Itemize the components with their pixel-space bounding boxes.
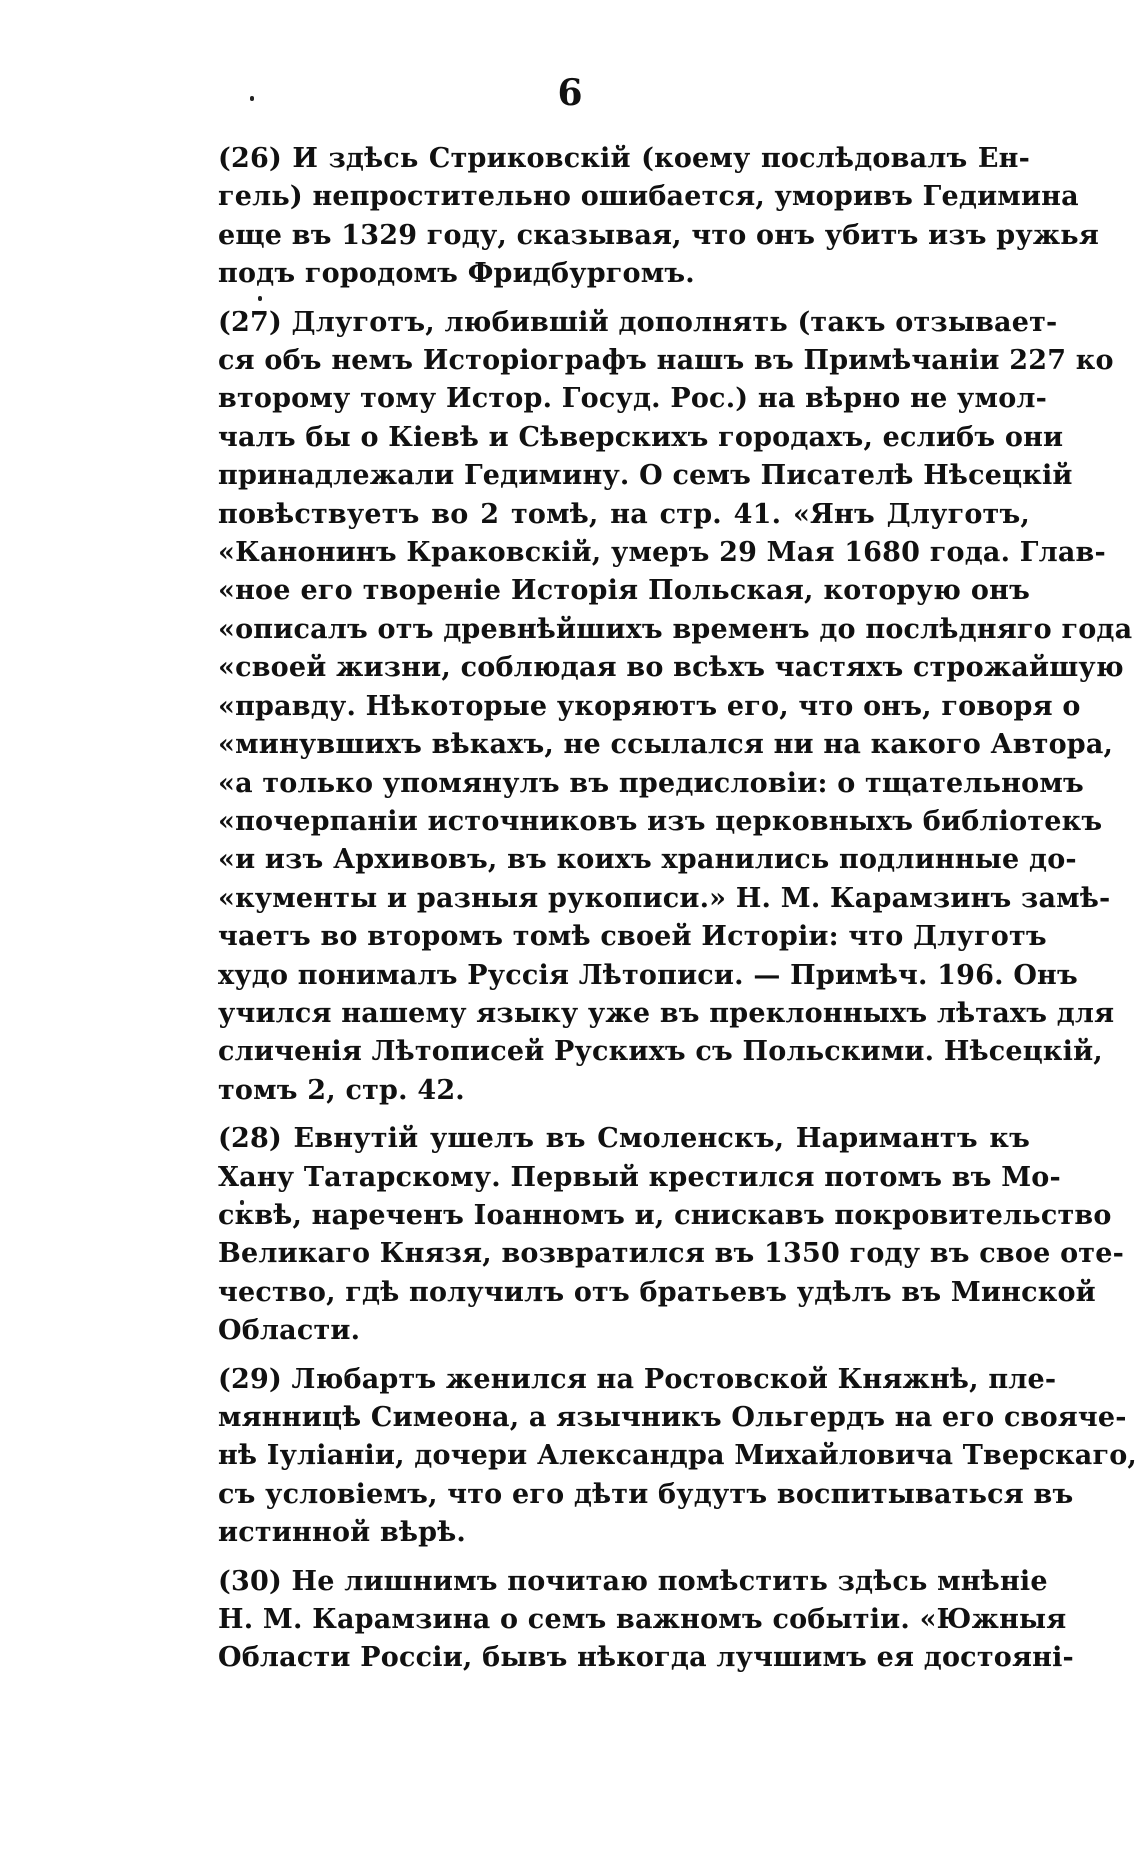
text-line: «описалъ отъ древнѣйшихъ временъ до послѣдняго года [218, 613, 1133, 645]
text-line: сличенія Лѣтописей Рускихъ съ Польскими. Нѣсецкій, [218, 1036, 1103, 1068]
text-line: нѣ Іуліаніи, дочери Александра Михайловича Тверскаго, [218, 1440, 1138, 1472]
text-line: гель) непростительно ошибается, уморивъ Гедимина [218, 181, 1079, 213]
text-line: подъ городомъ Фридбургомъ. [218, 258, 695, 290]
text-line: учился нашему языку уже въ преклонныхъ лѣтахъ для [218, 997, 1115, 1029]
note-paragraph [218, 1563, 1074, 1678]
text-line: «минувшихъ вѣкахъ, не ссылался ни на какого Автора, [218, 729, 1114, 761]
text-line: Н. М. Карамзина о семъ важномъ событіи. «Южныя [218, 1604, 1067, 1636]
text-line: «кументы и разныя рукописи.» Н. М. Карамзинъ замѣ- [218, 882, 1111, 914]
page-text [218, 140, 1138, 1678]
note-paragraph [218, 1120, 1125, 1350]
text-line: «Канонинъ Краковскій, умеръ 29 Мая 1680 года. Глав- [218, 537, 1106, 569]
text-line: (30) Не лишнимъ почитаю помѣстить здѣсь мнѣніе [218, 1565, 1048, 1597]
text-line: мянницѣ Симеона, а язычникъ Ольгердъ на его свояче- [218, 1402, 1127, 1433]
scan-speck [250, 96, 254, 101]
text-line: Великаго Князя, возвратился въ 1350 году въ свое оте- [218, 1238, 1125, 1270]
paragraph-gap [218, 1110, 1030, 1120]
text-line: «правду. Нѣкоторые укоряютъ его, что онъ, говоря о [218, 690, 1081, 722]
text-line: второму тому Истор. Госуд. Рос.) на вѣрно не умол- [218, 383, 1048, 415]
text-line: истинной вѣрѣ. [218, 1517, 466, 1549]
text-line: (27) Длуготъ, любившій дополнять (такъ отзывает- [218, 306, 1058, 338]
text-line: томъ 2, стр. 42. [218, 1074, 465, 1106]
text-line: еще въ 1329 году, сказывая, что онъ убитъ изъ ружья [218, 219, 1099, 251]
text-line: «ное его твореніе Исторія Польская, которую онъ [218, 575, 1030, 607]
note-paragraph [218, 140, 1099, 294]
text-line: худо понималъ Руссія Лѣтописи. — Примѣч. 196. Онъ [218, 959, 1078, 991]
text-line: «своей жизни, соблюдая во всѣхъ частяхъ строжайшую [218, 652, 1124, 684]
text-line: (29) Любартъ женился на Ростовской Княжнѣ, пле- [218, 1363, 1057, 1395]
text-line: Области. [218, 1315, 361, 1347]
text-line: чество, гдѣ получилъ отъ братьевъ удѣлъ въ Минской [218, 1276, 1096, 1308]
note-paragraph [218, 1361, 1138, 1553]
paragraph-gap [218, 294, 1030, 304]
text-line: сквѣ, нареченъ Іоанномъ и, снискавъ покровительство [218, 1199, 1112, 1231]
text-line: принадлежали Гедимину. О семъ Писателѣ Нѣсецкій [218, 460, 1073, 492]
paragraph-gap [218, 1351, 1030, 1361]
text-line: (28) Евнутій ушелъ въ Смоленскъ, Наримантъ къ [218, 1123, 1030, 1155]
text-line: съ условіемъ, что его дѣти будутъ воспитываться въ [218, 1478, 1074, 1510]
text-line: (26) И здѣсь Стриковскій (коему послѣдовалъ Ен- [218, 143, 1030, 174]
text-line: ся объ немъ Исторіографъ нашъ въ Примѣчаніи 227 ко [218, 345, 1114, 377]
text-line: повѣствуетъ во 2 томѣ, на стр. 41. «Янъ Длуготъ, [218, 498, 1030, 530]
note-paragraph [218, 304, 1133, 1111]
text-line: Области Россіи, бывъ нѣкогда лучшимъ ея достоянi- [218, 1642, 1074, 1674]
text-line: «а только упомянулъ въ предисловіи: о тщательномъ [218, 767, 1084, 799]
text-line: «и изъ Архивовъ, въ коихъ хранились подлинные до- [218, 844, 1077, 876]
paragraph-gap [218, 1553, 1030, 1563]
text-line: «почерпаніи источниковъ изъ церковныхъ библіотекъ [218, 805, 1103, 837]
text-line: Хану Татарскому. Первый крестился потомъ въ Мо- [218, 1161, 1061, 1193]
page-number: 6 [557, 72, 583, 114]
text-line: чалъ бы о Кіевѣ и Сѣверскихъ городахъ, еслибъ они [218, 421, 1064, 453]
text-line: чаетъ во второмъ томѣ своей Исторіи: что Длуготъ [218, 921, 1047, 953]
